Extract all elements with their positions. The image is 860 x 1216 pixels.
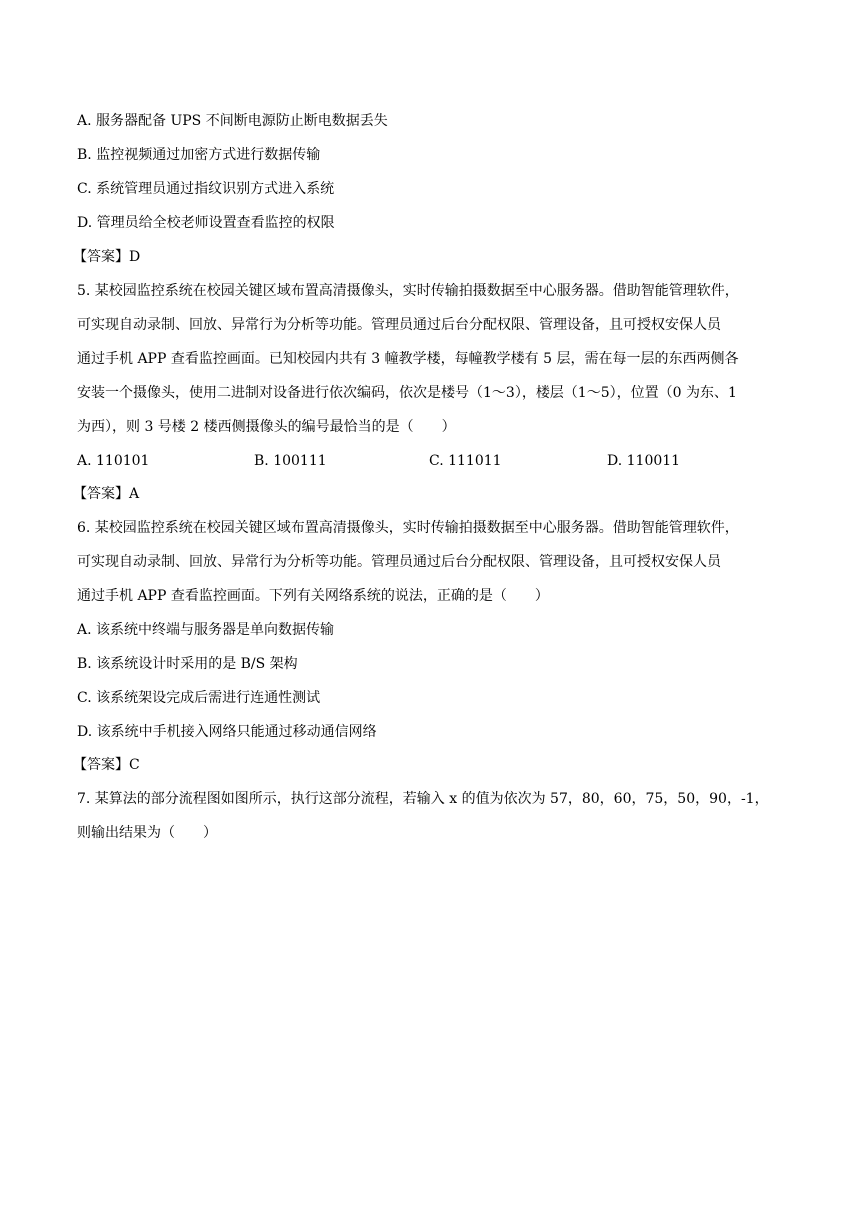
q6-stem-line-2: 可实现自动录制、回放、异常行为分析等功能。管理员通过后台分配权限、管理设备，且可授权安保人员: [77, 554, 721, 570]
q5-stem-line-5: 为西），则 3 号楼 2 楼西侧摄像头的编号最恰当的是（ ）: [77, 419, 456, 435]
q5-answer: 【答案】A: [73, 486, 140, 502]
q4-option-b: B. 监控视频通过加密方式进行数据传输: [77, 147, 321, 163]
q6-stem-line-3: 通过手机 APP 查看监控画面。下列有关网络系统的说法，正确的是（ ）: [77, 588, 549, 604]
q6-option-a: A. 该系统中终端与服务器是单向数据传输: [77, 622, 335, 638]
q4-option-a: A. 服务器配备 UPS 不间断电源防止断电数据丢失: [77, 113, 388, 129]
q7-stem-line-1: 7. 某算法的部分流程图如图所示，执行这部分流程，若输入 x 的值为依次为 57，80，60，75，50，90，-1，: [77, 791, 769, 807]
q7-stem-line-2: 则输出结果为（ ）: [77, 825, 217, 841]
q4-answer: 【答案】D: [73, 249, 141, 265]
q5-option-b: B. 100111: [254, 453, 327, 469]
q5-stem-line-4: 安装一个摄像头，使用二进制对设备进行依次编码，依次是楼号（1～3），楼层（1～5），位置（0 为东、1: [77, 385, 737, 401]
q5-option-a: A. 110101: [77, 453, 150, 469]
q5-option-d: D. 110011: [607, 453, 681, 469]
q6-option-b: B. 该系统设计时采用的是 B/S 架构: [77, 656, 298, 672]
q5-stem-line-2: 可实现自动录制、回放、异常行为分析等功能。管理员通过后台分配权限、管理设备，且可授权安保人员: [77, 317, 721, 333]
q4-option-c: C. 系统管理员通过指纹识别方式进入系统: [77, 181, 335, 197]
q6-stem-line-1: 6. 某校园监控系统在校园关键区域布置高清摄像头，实时传输拍摄数据至中心服务器。借助智能管理软件，: [77, 520, 739, 536]
q6-answer: 【答案】C: [73, 757, 140, 773]
q5-options-row: [77, 452, 777, 470]
q5-stem-line-1: 5. 某校园监控系统在校园关键区域布置高清摄像头，实时传输拍摄数据至中心服务器。借助智能管理软件，: [77, 283, 739, 299]
q5-stem-line-3: 通过手机 APP 查看监控画面。已知校园内共有 3 幢教学楼，每幢教学楼有 5 层，需在每一层的东西两侧各: [77, 351, 739, 367]
q4-option-d: D. 管理员给全校老师设置查看监控的权限: [77, 215, 335, 231]
q5-option-c: C. 111011: [429, 453, 502, 469]
q6-option-c: C. 该系统架设完成后需进行连通性测试: [77, 690, 321, 706]
q6-option-d: D. 该系统中手机接入网络只能通过移动通信网络: [77, 724, 377, 740]
